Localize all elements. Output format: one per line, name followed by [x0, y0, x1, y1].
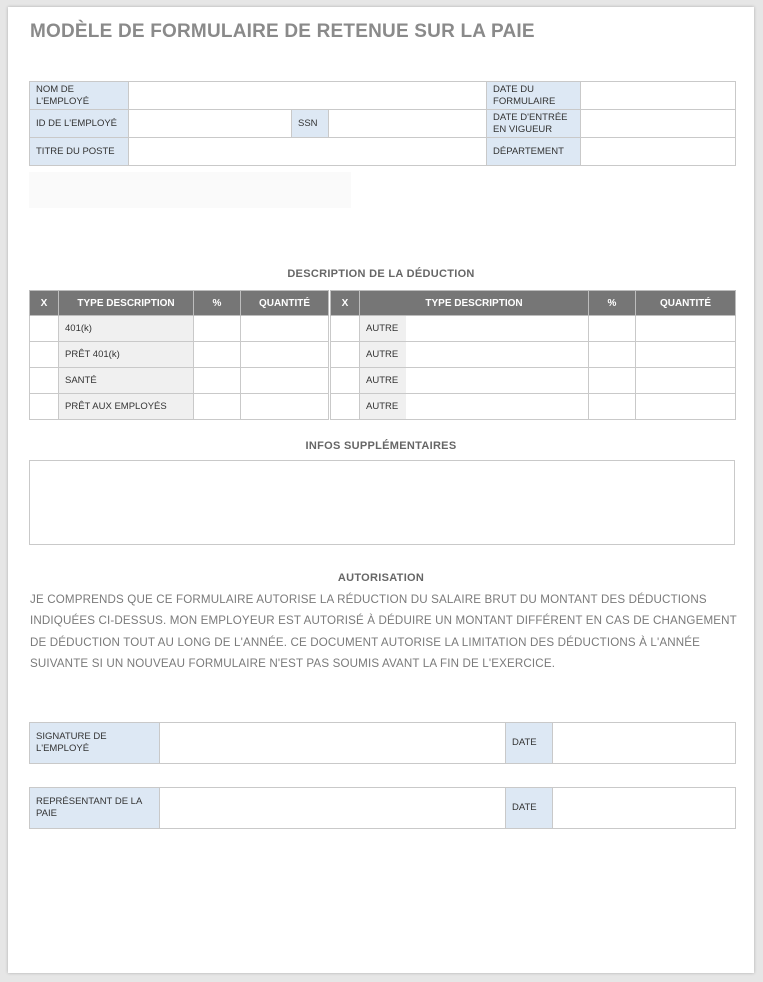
- header-quantity: QUANTITÉ: [636, 291, 736, 316]
- deduction-table-right: [330, 290, 736, 420]
- effective-date-label: DATE D'ENTRÉE EN VIGUEUR: [487, 110, 581, 138]
- deduction-table-left: [29, 290, 329, 420]
- table-row: [331, 394, 736, 420]
- header-x: X: [331, 291, 360, 316]
- employee-info-table: [29, 81, 736, 166]
- payroll-rep-field[interactable]: [160, 788, 506, 829]
- header-percent: %: [589, 291, 636, 316]
- payroll-date-label: DATE: [506, 788, 553, 829]
- table-row: [331, 342, 736, 368]
- deduction-type: SANTÉ: [59, 368, 194, 394]
- percent-field[interactable]: [589, 342, 636, 368]
- percent-field[interactable]: [589, 316, 636, 342]
- select-checkbox[interactable]: [331, 368, 360, 394]
- employee-id-field[interactable]: [129, 110, 292, 138]
- other-label: AUTRE: [360, 368, 406, 393]
- employee-name-field[interactable]: [129, 82, 487, 110]
- percent-field[interactable]: [194, 316, 241, 342]
- quantity-field[interactable]: [241, 368, 329, 394]
- deduction-type-other[interactable]: [360, 342, 589, 368]
- select-checkbox[interactable]: [331, 342, 360, 368]
- ssn-label: SSN: [292, 110, 329, 138]
- header-x: X: [30, 291, 59, 316]
- employee-signature-table: [29, 722, 736, 764]
- header-type-description: TYPE DESCRIPTION: [360, 291, 589, 316]
- deduction-type: PRÊT 401(k): [59, 342, 194, 368]
- job-title-label: TITRE DU POSTE: [30, 138, 129, 166]
- table-row: [30, 394, 329, 420]
- deduction-section-title: DESCRIPTION DE LA DÉDUCTION: [287, 268, 475, 280]
- select-checkbox[interactable]: [30, 316, 59, 342]
- form-date-field[interactable]: [581, 82, 736, 110]
- table-row: [30, 316, 329, 342]
- additional-info-textarea[interactable]: [29, 460, 735, 545]
- header-percent: %: [194, 291, 241, 316]
- quantity-field[interactable]: [636, 316, 736, 342]
- select-checkbox[interactable]: [30, 342, 59, 368]
- percent-field[interactable]: [589, 368, 636, 394]
- table-row: [30, 368, 329, 394]
- employee-date-label: DATE: [506, 723, 553, 764]
- quantity-field[interactable]: [636, 342, 736, 368]
- other-label: AUTRE: [360, 394, 406, 419]
- quantity-field[interactable]: [241, 316, 329, 342]
- quantity-field[interactable]: [636, 394, 736, 420]
- deduction-type-other[interactable]: [360, 394, 589, 420]
- payroll-date-field[interactable]: [553, 788, 736, 829]
- percent-field[interactable]: [194, 368, 241, 394]
- header-quantity: QUANTITÉ: [241, 291, 329, 316]
- quantity-field[interactable]: [636, 368, 736, 394]
- employee-date-field[interactable]: [553, 723, 736, 764]
- document-page: [8, 7, 754, 973]
- header-type-description: TYPE DESCRIPTION: [59, 291, 194, 316]
- deduction-type-other[interactable]: [360, 368, 589, 394]
- deduction-type: 401(k): [59, 316, 194, 342]
- payroll-rep-label: REPRÉSENTANT DE LA PAIE: [30, 788, 160, 829]
- authorization-text: JE COMPRENDS QUE CE FORMULAIRE AUTORISE LA RÉDUCTION DU SALAIRE BRUT DU MONTANT DES DÉDUCTIONS INDIQUÉES CI-DESSUS. MON EMPLOYEUR EST AUTORISÉ À DÉDUIRE UN MONTANT DIFFÉRENT EN CAS DE CHANGEMENT DE DÉDUCTION TOUT AU LONG DE L'ANNÉE. CE DOCUMENT AUTORISE LA LIMITATION DES DÉDUCTIONS À L'ANNÉE SUIVANTE SI UN NOUVEAU FORMULAIRE N'EST PAS SOUMIS AVANT LA FIN DE L'EXERCICE.: [30, 593, 737, 670]
- department-field[interactable]: [581, 138, 736, 166]
- select-checkbox[interactable]: [30, 394, 59, 420]
- other-label: AUTRE: [360, 316, 406, 341]
- employee-id-label: ID DE L'EMPLOYÉ: [30, 110, 129, 138]
- employee-signature-field[interactable]: [160, 723, 506, 764]
- table-row: [331, 316, 736, 342]
- form-date-label: DATE DU FORMULAIRE: [487, 82, 581, 110]
- select-checkbox[interactable]: [331, 394, 360, 420]
- select-checkbox[interactable]: [30, 368, 59, 394]
- quantity-field[interactable]: [241, 342, 329, 368]
- employee-name-label: NOM DE L'EMPLOYÉ: [30, 82, 129, 110]
- percent-field[interactable]: [589, 394, 636, 420]
- deduction-type: PRÊT AUX EMPLOYÉS: [59, 394, 194, 420]
- quantity-field[interactable]: [241, 394, 329, 420]
- table-row: [331, 368, 736, 394]
- percent-field[interactable]: [194, 394, 241, 420]
- additional-info-title: INFOS SUPPLÉMENTAIRES: [305, 440, 457, 452]
- deduction-type-other[interactable]: [360, 316, 589, 342]
- percent-field[interactable]: [194, 342, 241, 368]
- table-row: [30, 342, 329, 368]
- authorization-title: AUTORISATION: [337, 572, 425, 584]
- payroll-rep-table: [29, 787, 736, 829]
- faint-placeholder-bar: [29, 172, 351, 208]
- ssn-field[interactable]: [329, 110, 487, 138]
- page-title: MODÈLE DE FORMULAIRE DE RETENUE SUR LA PAIE: [30, 21, 535, 42]
- other-label: AUTRE: [360, 342, 406, 367]
- department-label: DÉPARTEMENT: [487, 138, 581, 166]
- job-title-field[interactable]: [129, 138, 487, 166]
- employee-signature-label: SIGNATURE DE L'EMPLOYÉ: [30, 723, 160, 764]
- select-checkbox[interactable]: [331, 316, 360, 342]
- effective-date-field[interactable]: [581, 110, 736, 138]
